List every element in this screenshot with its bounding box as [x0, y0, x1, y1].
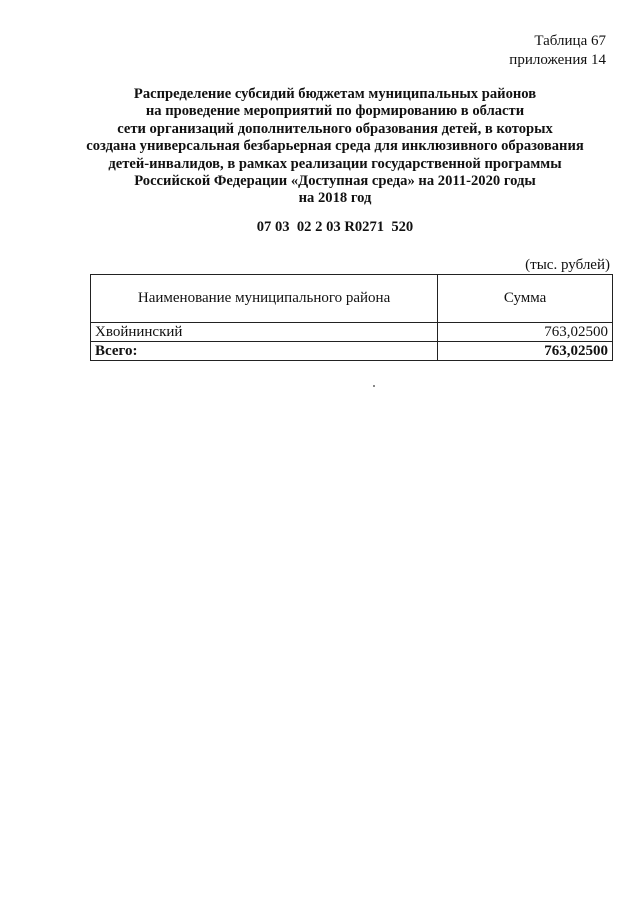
amount-cell: 763,02500 — [438, 323, 613, 342]
title-line: Распределение субсидий бюджетам муниципальных районов — [133, 86, 537, 102]
budget-classification-code: 07 03 02 2 03 R0271 520 — [256, 219, 414, 235]
scan-speck — [373, 385, 375, 387]
document-title — [60, 86, 610, 208]
total-label-cell: Всего: — [91, 342, 438, 361]
title-line: на проведение мероприятий по формированию в области — [145, 103, 525, 120]
appendix-number: приложения 14 — [509, 52, 606, 68]
table-reference — [509, 32, 606, 70]
column-header-amount: Сумма — [438, 275, 613, 323]
table-number: Таблица 67 — [534, 33, 606, 49]
title-line: сети организаций дополнительного образования детей, в которых — [117, 120, 553, 137]
title-line: детей-инвалидов, в рамках реализации государственной программы — [108, 155, 562, 172]
title-line: создана универсальная безбарьерная среда для инклюзивного образования — [86, 138, 584, 155]
total-row — [91, 342, 613, 361]
column-header-district: Наименование муниципального района — [91, 275, 438, 323]
units-label: (тыс. рублей) — [525, 257, 610, 273]
district-name-cell: Хвойнинский — [91, 323, 438, 342]
table-row — [91, 323, 613, 342]
title-line: Российской Федерации «Доступная среда» на 2011-2020 годы — [134, 173, 536, 190]
total-amount-cell: 763,02500 — [438, 342, 613, 361]
subsidy-allocation-table — [90, 274, 613, 361]
title-line: на 2018 год — [298, 190, 372, 207]
table-header-row — [91, 275, 613, 323]
